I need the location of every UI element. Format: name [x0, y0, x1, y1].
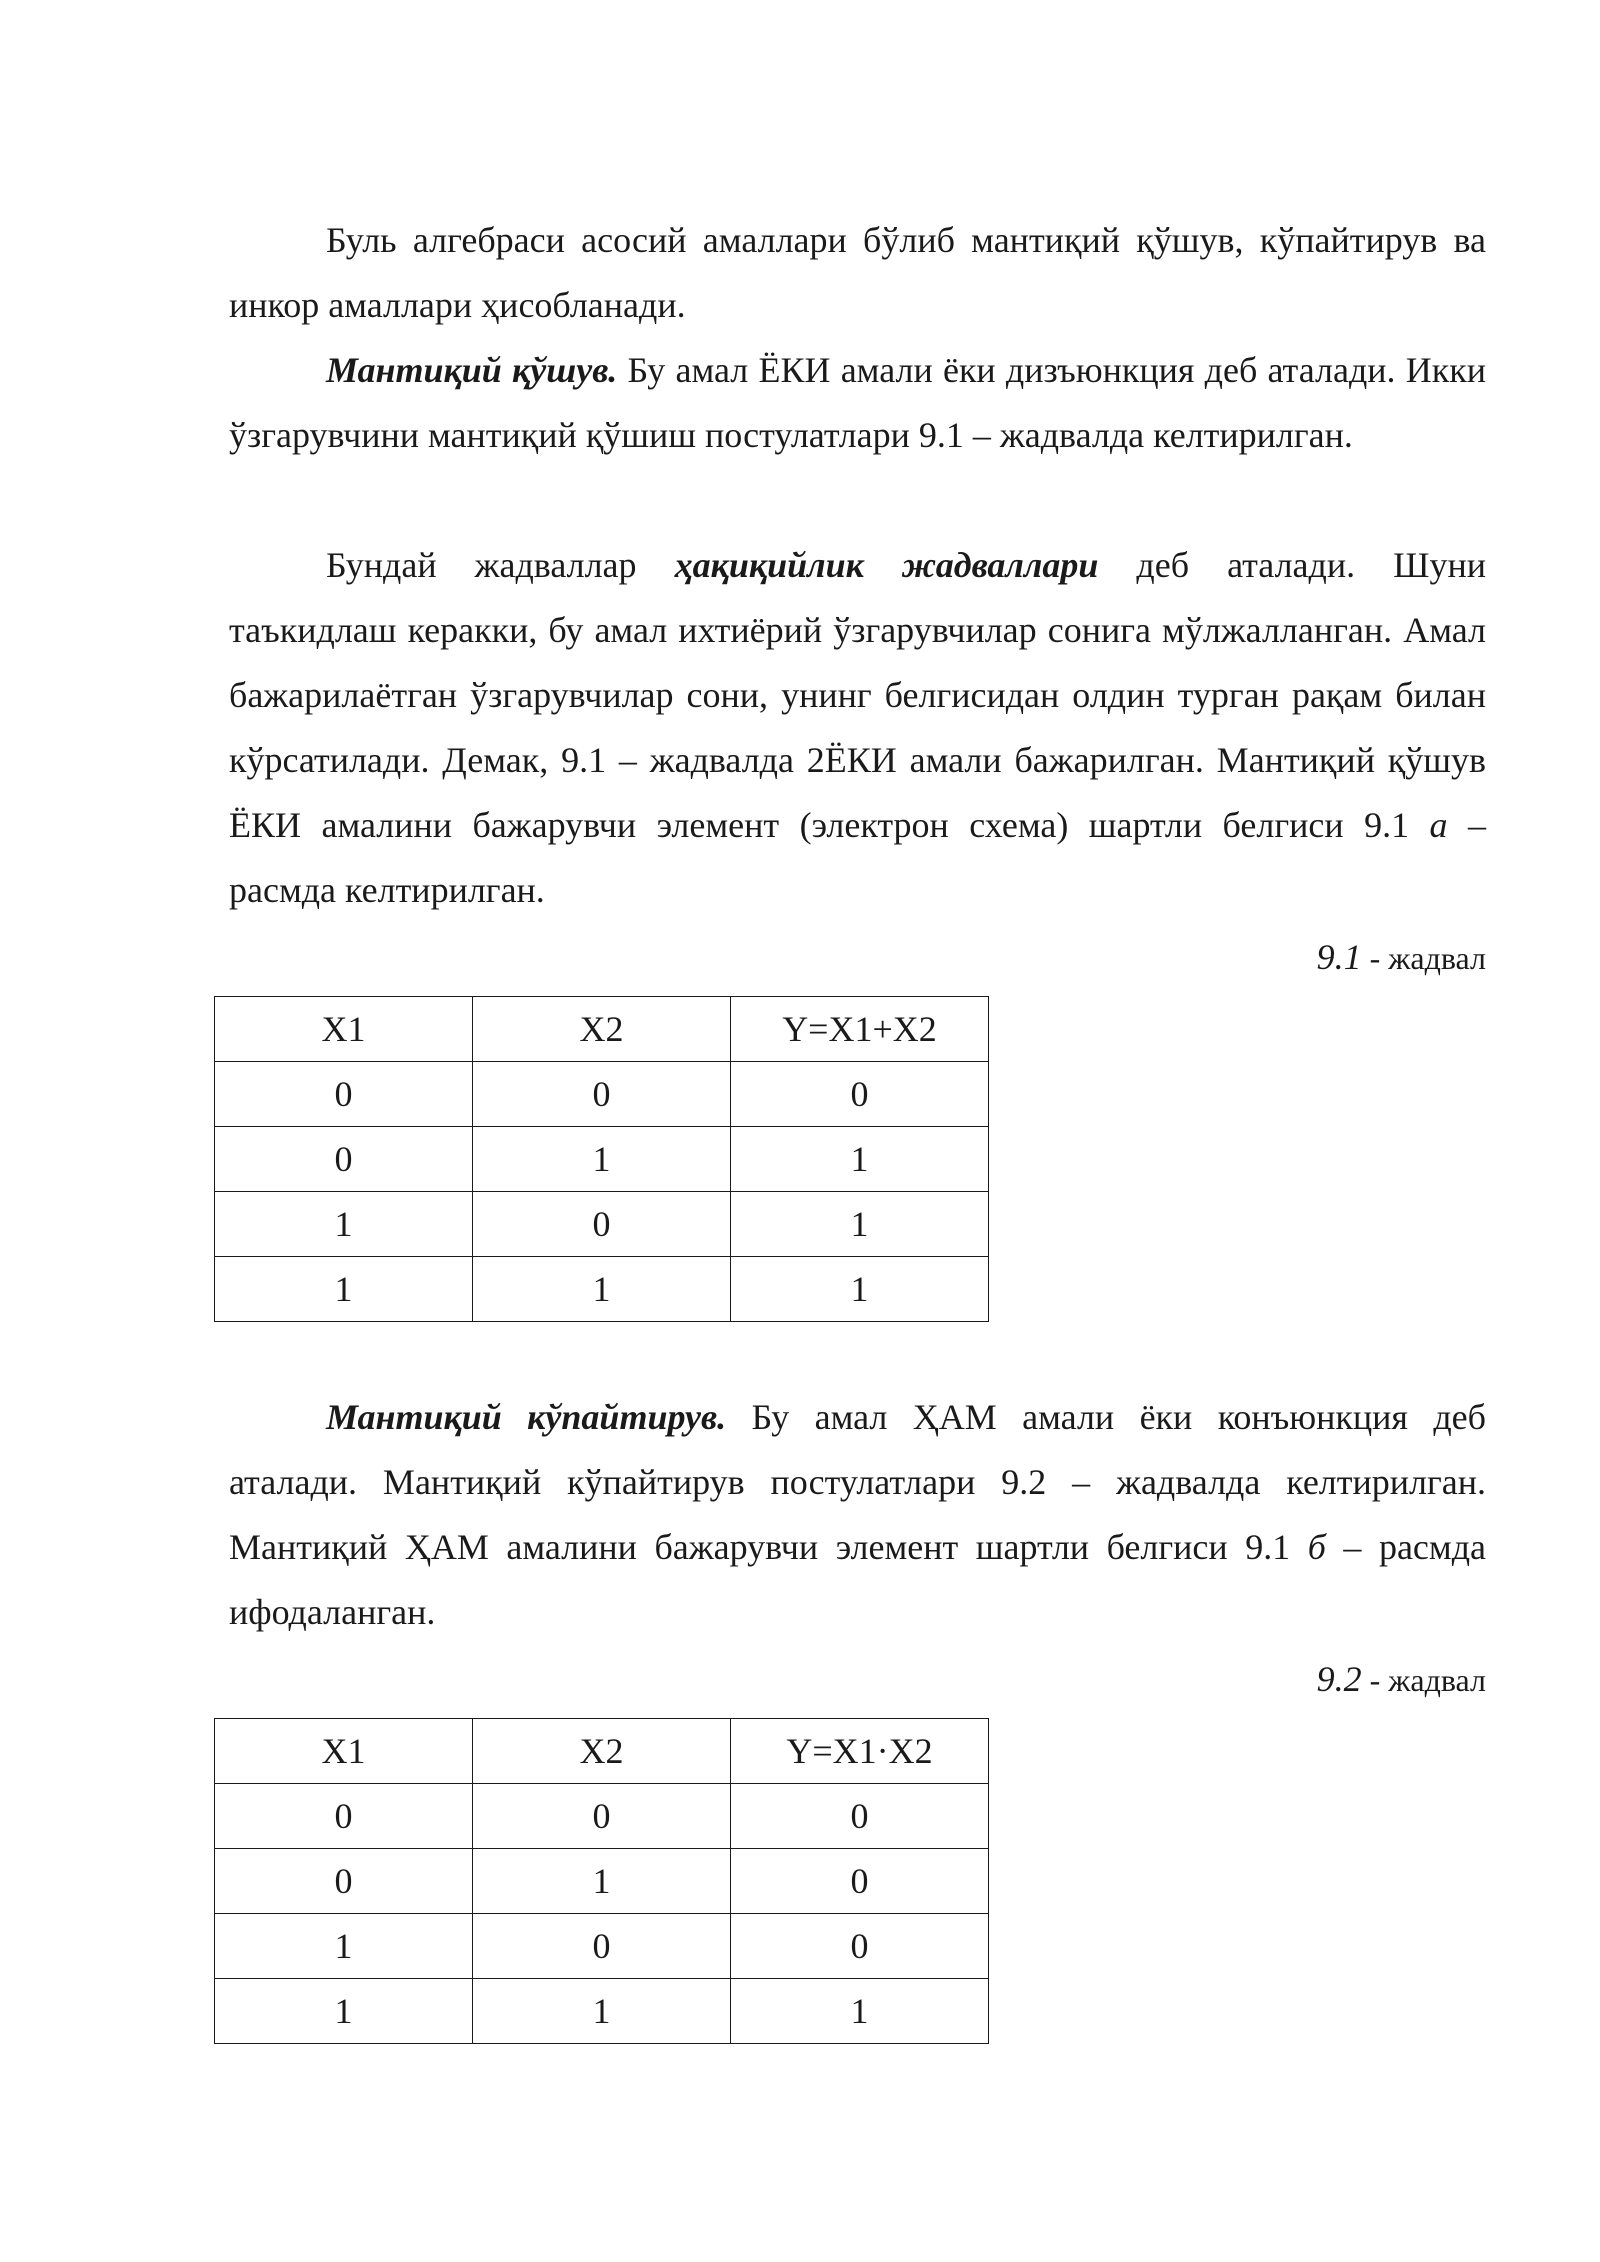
table-caption-number: 9.2	[1316, 1659, 1362, 1699]
term-logical-multiplication: Мантиқий кўпайтирув.	[326, 1397, 727, 1437]
paragraph-logical-addition-text: Бу амал ЁКИ амали ёки дизъюнкция деб аталади. Икки ўзгарувчини мантиқий қўшиш постулатлари 9.1 – жадвалда келтирилган.	[229, 350, 1486, 455]
table-cell: 1	[731, 1192, 989, 1257]
truth-table-or	[214, 996, 989, 1322]
table-row	[215, 1849, 989, 1914]
term-logical-addition: Мантиқий қўшув.	[326, 350, 618, 390]
table-cell: 1	[731, 1979, 989, 2044]
paragraph-logical-multiplication-text: Бу амал ҲАМ амали ёки конъюнкция деб аталади. Мантиқий кўпайтирув постулатлари 9.2 – жадвалда келтирилган. Мантиқий ҲАМ амалини бажарувчи элемент шартли белгиси 9.1	[229, 1397, 1486, 1567]
table-header-cell: X2	[473, 1719, 731, 1784]
table-caption-text: - жадвал	[1361, 940, 1486, 976]
table-cell: 1	[731, 1257, 989, 1322]
paragraph-logical-multiplication	[229, 1385, 1486, 1645]
table-cell: 1	[473, 1849, 731, 1914]
table-caption-number: 9.1	[1316, 937, 1362, 977]
table-cell: 0	[215, 1062, 473, 1127]
table-header-cell: Y=X1·X2	[731, 1719, 989, 1784]
table-cell: 1	[215, 1979, 473, 2044]
paragraph-logical-addition	[229, 338, 1486, 468]
table-cell: 1	[215, 1914, 473, 1979]
truth-table-and	[214, 1718, 989, 2044]
table-row	[215, 1062, 989, 1127]
table-row	[215, 1192, 989, 1257]
table-cell: 1	[473, 1127, 731, 1192]
table-caption-text: - жадвал	[1361, 1662, 1486, 1698]
table-cell: 0	[731, 1849, 989, 1914]
paragraph-logical-multiplication-after: – расмда ифодаланган.	[229, 1527, 1486, 1632]
table-cell: 1	[215, 1257, 473, 1322]
table-row	[215, 1784, 989, 1849]
table-header-row	[215, 1719, 989, 1784]
paragraph-truth-tables	[229, 533, 1486, 923]
paragraph-truth-tables-after: – расмда келтирилган.	[229, 805, 1486, 910]
term-truth-tables: ҳақиқийлик жадваллари	[674, 545, 1099, 585]
table-cell: 0	[473, 1192, 731, 1257]
table-cell: 0	[731, 1914, 989, 1979]
table-cell: 0	[731, 1784, 989, 1849]
paragraph-truth-tables-before: Бундай жадваллар	[326, 545, 675, 585]
table-cell: 0	[215, 1849, 473, 1914]
table-cell: 0	[215, 1127, 473, 1192]
table-header-cell: Y=X1+X2	[731, 997, 989, 1062]
table-cell: 0	[215, 1784, 473, 1849]
table-header-cell: X1	[215, 997, 473, 1062]
table-cell: 1	[731, 1127, 989, 1192]
table-caption-9-2	[1317, 1659, 1486, 1700]
paragraph-intro-text: Буль алгебраси асосий амаллари бўлиб мантиқий қўшув, кўпайтирув ва инкор амаллари ҳисобланади.	[229, 220, 1486, 325]
figure-letter-a: а	[1429, 805, 1448, 845]
table-cell: 0	[473, 1062, 731, 1127]
table-header-cell: X2	[473, 997, 731, 1062]
table-header-row	[215, 997, 989, 1062]
table-cell: 0	[731, 1062, 989, 1127]
figure-letter-b: б	[1307, 1527, 1326, 1567]
paragraph-intro	[229, 208, 1486, 338]
table-row	[215, 1127, 989, 1192]
table-cell: 1	[473, 1257, 731, 1322]
table-header-cell: X1	[215, 1719, 473, 1784]
paragraph-truth-tables-middle: деб аталади. Шуни таъкидлаш керакки, бу амал ихтиёрий ўзгарувчилар сонига мўлжалланган. Амал бажарилаётган ўзгарувчилар сони, унинг белгисидан олдин турган рақам билан кўрсатилади. Демак, 9.1 – жадвалда 2ЁКИ амали бажарилган. Мантиқий қўшув ЁКИ амалини бажарувчи элемент (электрон схема) шартли белгиси 9.1	[229, 545, 1486, 845]
table-cell: 0	[473, 1914, 731, 1979]
table-row	[215, 1257, 989, 1322]
table-cell: 0	[473, 1784, 731, 1849]
table-caption-9-1	[1317, 937, 1486, 978]
table-cell: 1	[473, 1979, 731, 2044]
table-cell: 1	[215, 1192, 473, 1257]
table-row	[215, 1914, 989, 1979]
table-row	[215, 1979, 989, 2044]
